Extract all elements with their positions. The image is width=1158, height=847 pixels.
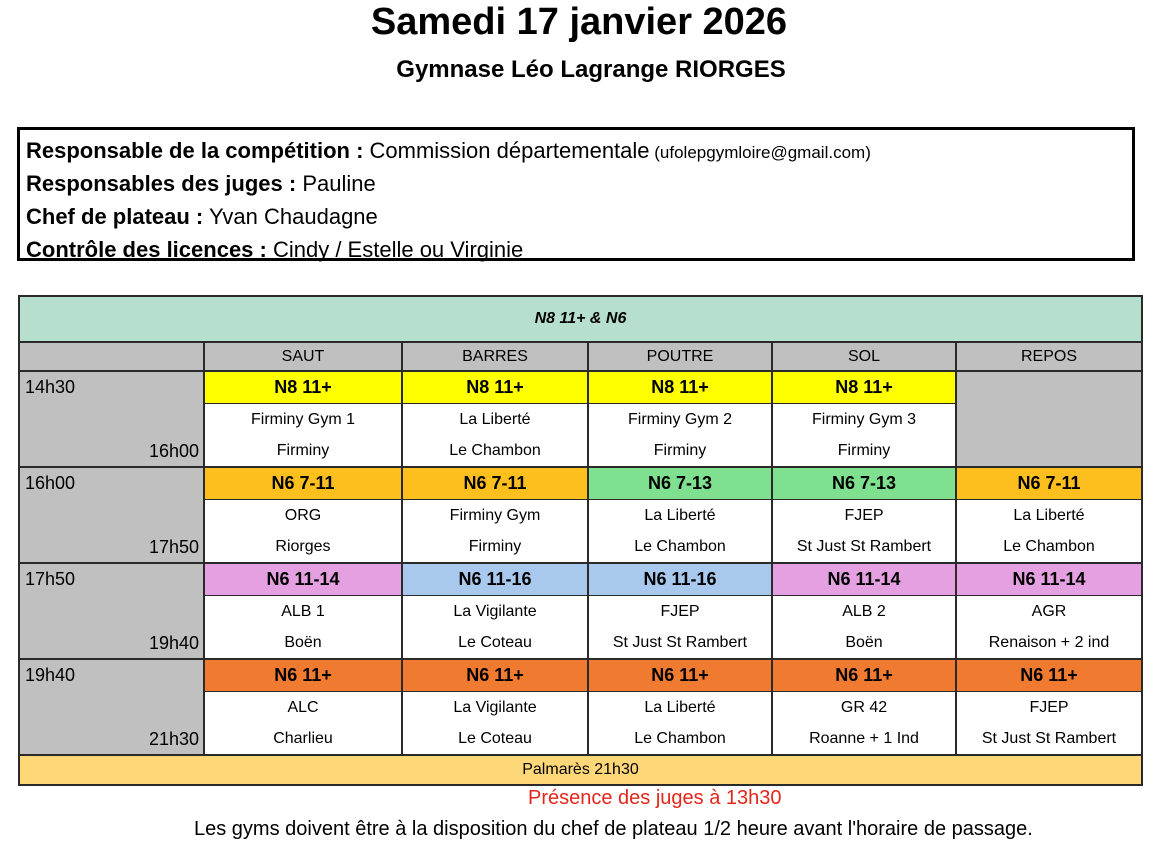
level-label: N6 11+	[589, 660, 771, 692]
club-town: Renaison + 2 ind	[988, 634, 1110, 651]
club-town: Charlieu	[273, 730, 333, 747]
info-responsable-label: Responsable de la compétition :	[26, 138, 364, 163]
level-label: N6 11+	[403, 660, 587, 692]
schedule-cell	[772, 467, 956, 563]
club-town: St Just St Rambert	[796, 538, 932, 555]
info-juges-label: Responsables des juges :	[26, 171, 297, 196]
info-responsable	[26, 134, 1126, 167]
club-town: Firminy	[837, 442, 891, 459]
level-label: N6 7-11	[205, 468, 401, 500]
info-chef	[26, 200, 1126, 233]
gyms-availability-note: Les gyms doivent être à la disposition du chef de plateau 1/2 heure avant l'horaire de passage.	[194, 818, 1033, 840]
rotation-row	[19, 467, 1142, 563]
club-town: Roanne + 1 Ind	[809, 730, 919, 747]
rotation-end-time: 17h50	[148, 537, 199, 557]
level-label: N8 11+	[205, 372, 401, 404]
info-box	[17, 127, 1135, 261]
rotation-start-time: 14h30	[25, 377, 76, 397]
club-town: Le Chambon	[449, 442, 541, 459]
schedule-cell	[204, 467, 402, 563]
column-header-saut: SAUT	[204, 342, 402, 371]
schedule-cell	[588, 467, 772, 563]
club-town: Riorges	[275, 538, 331, 555]
club-name: ALC	[287, 699, 319, 716]
schedule-cell	[588, 371, 772, 467]
schedule-cell	[402, 563, 588, 659]
club-name: Firminy Gym	[449, 507, 541, 524]
rotation-time-cell	[19, 371, 204, 467]
rotation-row	[19, 659, 1142, 755]
club-name: La Liberté	[1013, 507, 1085, 524]
club-town: St Just St Rambert	[981, 730, 1117, 747]
schedule-cell	[204, 371, 402, 467]
club-town: Firminy	[276, 442, 330, 459]
club-town: Le Chambon	[634, 730, 726, 747]
club-name: ORG	[284, 507, 322, 524]
club-name: FJEP	[844, 507, 884, 524]
palmares-cell: Palmarès 21h30	[19, 755, 1142, 785]
level-label: N6 11-14	[773, 564, 955, 596]
schedule-cell	[956, 659, 1142, 755]
header-empty-cell	[19, 342, 204, 371]
club-name: FJEP	[1029, 699, 1069, 716]
club-name: Firminy Gym 2	[628, 411, 732, 428]
level-label: N8 11+	[773, 372, 955, 404]
level-label: N6 7-13	[589, 468, 771, 500]
rotation-end-time: 19h40	[148, 633, 199, 653]
level-label: N6 11+	[957, 660, 1141, 692]
club-name: La Liberté	[644, 699, 716, 716]
info-chef-label: Chef de plateau :	[26, 204, 204, 229]
club-town: Le Coteau	[458, 634, 532, 651]
club-town: Firminy	[653, 442, 707, 459]
schedule-table	[18, 295, 1143, 786]
club-town: Le Chambon	[634, 538, 726, 555]
level-label: N8 11+	[403, 372, 587, 404]
club-town: St Just St Rambert	[612, 634, 748, 651]
club-name: La Vigilante	[453, 699, 537, 716]
schedule-cell	[956, 563, 1142, 659]
column-header-poutre: POUTRE	[588, 342, 772, 371]
venue-subtitle: Gymnase Léo Lagrange RIORGES	[396, 56, 786, 83]
info-juges	[26, 167, 1126, 200]
club-town: Boën	[284, 634, 322, 651]
club-name: La Liberté	[644, 507, 716, 524]
schedule-cell	[204, 659, 402, 755]
info-responsable-value: Commission départementale	[363, 138, 650, 163]
level-label: N8 11+	[589, 372, 771, 404]
palmares-row	[19, 755, 1142, 785]
schedule-cell	[956, 371, 1142, 467]
rotation-time-cell	[19, 659, 204, 755]
judges-presence-note: Présence des juges à 13h30	[528, 787, 782, 809]
club-name: La Liberté	[459, 411, 531, 428]
info-juges-value: Pauline	[296, 171, 376, 196]
rotation-time-cell	[19, 563, 204, 659]
club-name: AGR	[1031, 603, 1067, 620]
club-name: Firminy Gym 3	[812, 411, 916, 428]
club-name: GR 42	[840, 699, 888, 716]
rotation-start-time: 19h40	[25, 665, 76, 685]
schedule-cell	[402, 659, 588, 755]
schedule-cell	[956, 467, 1142, 563]
level-label: N6 11-16	[403, 564, 587, 596]
rotation-end-time: 21h30	[148, 729, 199, 749]
info-licences-value: Cindy / Estelle ou Virginie	[266, 237, 524, 262]
info-licences-label: Contrôle des licences :	[26, 237, 267, 262]
schedule-cell	[588, 659, 772, 755]
schedule-cell	[402, 371, 588, 467]
club-town: Le Coteau	[458, 730, 532, 747]
rotation-end-time: 16h00	[148, 441, 199, 461]
column-header-barres: BARRES	[402, 342, 588, 371]
club-town: Firminy	[468, 538, 522, 555]
schedule-cell	[772, 371, 956, 467]
level-label: N6 7-11	[957, 468, 1141, 500]
club-name: ALB 1	[281, 603, 325, 620]
schedule-cell	[402, 467, 588, 563]
level-label: N6 11-14	[205, 564, 401, 596]
club-town: Boën	[845, 634, 883, 651]
info-licences	[26, 233, 1126, 266]
level-label: N6 11+	[773, 660, 955, 692]
level-label: N6 11-16	[589, 564, 771, 596]
club-name: La Vigilante	[453, 603, 537, 620]
club-town: Le Chambon	[1003, 538, 1095, 555]
club-name: Firminy Gym 1	[251, 411, 355, 428]
rotation-start-time: 16h00	[25, 473, 76, 493]
column-header-sol: SOL	[772, 342, 956, 371]
schedule-cell	[204, 563, 402, 659]
level-label: N6 11+	[205, 660, 401, 692]
club-name: FJEP	[660, 603, 700, 620]
page-title: Samedi 17 janvier 2026	[370, 1, 788, 43]
level-label: N6 11-14	[957, 564, 1141, 596]
schedule-banner: N8 11+ & N6	[19, 296, 1142, 342]
club-name: ALB 2	[842, 603, 886, 620]
info-responsable-email: (ufolepgymloire@gmail.com)	[649, 143, 871, 162]
schedule-cell	[772, 659, 956, 755]
rotation-row	[19, 371, 1142, 467]
level-label: N6 7-13	[773, 468, 955, 500]
schedule-cell	[772, 563, 956, 659]
info-chef-value: Yvan Chaudagne	[203, 204, 378, 229]
rotation-start-time: 17h50	[25, 569, 76, 589]
level-label: N6 7-11	[403, 468, 587, 500]
rotation-time-cell	[19, 467, 204, 563]
rotation-row	[19, 563, 1142, 659]
column-header-repos: REPOS	[956, 342, 1142, 371]
schedule-cell	[588, 563, 772, 659]
